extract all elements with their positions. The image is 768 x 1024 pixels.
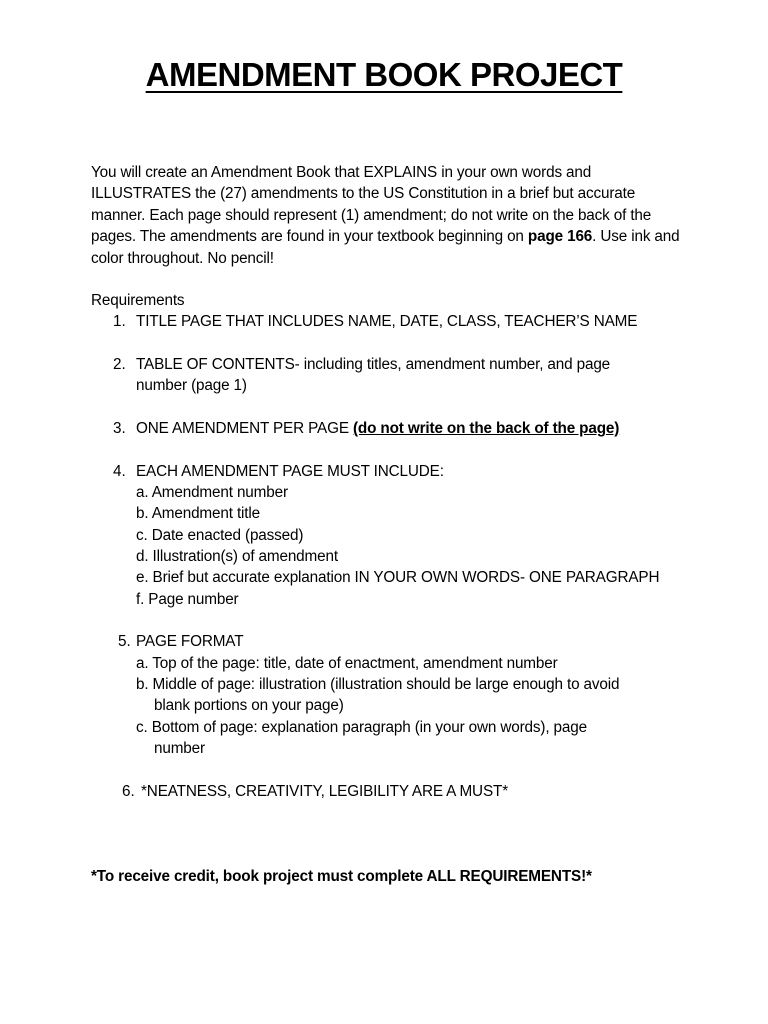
requirement-5-subitem-b-cont: blank portions on your page)	[154, 697, 344, 714]
requirement-4-subitem-a: a. Amendment number	[136, 484, 288, 501]
intro-bold-page: page 166	[527, 228, 593, 246]
requirement-number-5: 5.	[118, 633, 131, 650]
requirement-5-subitem-c: c. Bottom of page: explanation paragraph (in your own words), page	[136, 719, 587, 736]
intro-text: You will create an Amendment Book that EXPLAINS in your own words and ILLUSTRATES the (27) amendments to the US Constitution in a brief but accurate manner. Each page should represent (1) amendment; do not write on the back of the pages. The amendments are found in your textbook beginning on	[91, 164, 652, 246]
intro-paragraph	[91, 162, 681, 269]
requirement-3-text: ONE AMENDMENT PER PAGE	[136, 420, 353, 437]
requirement-4-subitem-b: b. Amendment title	[136, 505, 260, 522]
requirement-number-4: 4.	[113, 463, 126, 480]
requirement-6-heading: *NEATNESS, CREATIVITY, LEGIBILITY ARE A MUST*	[141, 783, 509, 800]
page-title	[0, 56, 768, 94]
requirement-number-1: 1.	[113, 313, 126, 330]
requirement-4-heading: EACH AMENDMENT PAGE MUST INCLUDE:	[136, 463, 444, 480]
requirement-3-emphasis: (do not write on the back of the page)	[352, 420, 620, 437]
requirement-4-subitem-d: d. Illustration(s) of amendment	[136, 548, 338, 565]
requirement-5-subitem-c-cont: number	[154, 740, 205, 757]
requirement-4-subitem-c: c. Date enacted (passed)	[136, 527, 304, 544]
requirement-number-3: 3.	[113, 420, 126, 437]
intro-text-end: . Use ink and color throughout. No pencil!	[91, 228, 680, 267]
page-title-text: AMENDMENT BOOK PROJECT	[145, 56, 623, 93]
requirement-number-6: 6.	[122, 783, 135, 800]
requirement-2-line-2: number (page 1)	[136, 377, 247, 394]
requirement-1-text: TITLE PAGE THAT INCLUDES NAME, DATE, CLASS, TEACHER’S NAME	[136, 313, 638, 330]
requirements-heading: Requirements	[91, 292, 185, 309]
requirement-5-heading: PAGE FORMAT	[136, 633, 244, 650]
requirement-4-subitem-e: e. Brief but accurate explanation IN YOUR OWN WORDS- ONE PARAGRAPH	[136, 569, 660, 586]
credit-note: *To receive credit, book project must complete ALL REQUIREMENTS!*	[91, 868, 592, 885]
requirement-number-2: 2.	[113, 356, 126, 373]
requirement-5-subitem-a: a. Top of the page: title, date of enactment, amendment number	[136, 655, 558, 672]
requirement-2-line-1: TABLE OF CONTENTS- including titles, amendment number, and page	[136, 356, 611, 373]
requirement-5-subitem-b: b. Middle of page: illustration (illustration should be large enough to avoid	[136, 676, 620, 693]
requirement-3-line	[136, 418, 619, 439]
requirement-4-subitem-f: f. Page number	[136, 591, 239, 608]
